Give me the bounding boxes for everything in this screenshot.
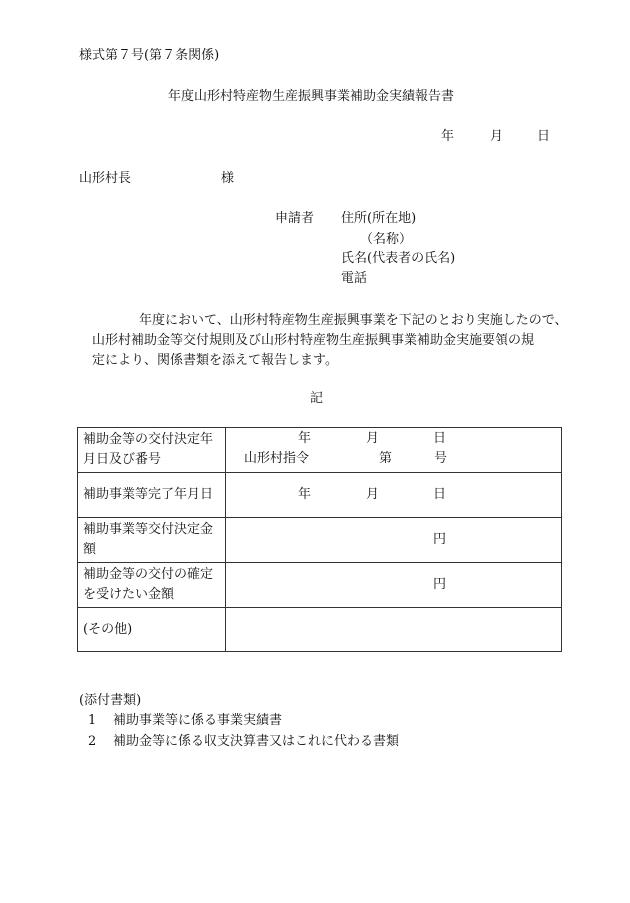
attachment-num-1: 1 xyxy=(88,713,97,728)
table-row-decision-amount xyxy=(78,518,562,563)
decision-amount-yen: 円 xyxy=(433,532,447,547)
row-label: (その他) xyxy=(78,608,226,652)
attachment-num-2: 2 xyxy=(88,734,97,749)
decision-go: 号 xyxy=(434,451,448,466)
details-table xyxy=(77,427,562,652)
applicant-phone: 電話 xyxy=(341,271,368,286)
row-value xyxy=(226,473,562,518)
date-month: 月 xyxy=(490,129,504,144)
row-label: 補助金等の交付の確定を受けたい金額 xyxy=(78,563,226,608)
applicant-label: 申請者 xyxy=(275,211,315,226)
decision-shiji: 山形村指令 xyxy=(244,451,310,466)
ki-heading: 記 xyxy=(310,391,324,406)
form-number: 様式第７号(第７条関係) xyxy=(79,48,220,63)
row-label: 補助金等の交付決定年月日及び番号 xyxy=(78,428,226,473)
table-row-other xyxy=(78,608,562,652)
attachment-text-2: 補助金等に係る収支決算書又はこれに代わる書類 xyxy=(113,734,400,749)
attachment-text-1: 補助事業等に係る事業実績書 xyxy=(113,713,283,728)
addressee-name: 山形村長 xyxy=(79,171,132,186)
date-day: 日 xyxy=(537,129,551,144)
decision-year: 年 xyxy=(298,431,312,446)
applicant-address: 住所(所在地) xyxy=(341,211,417,226)
row-value xyxy=(226,608,562,652)
attachments-heading: (添付書類) xyxy=(79,693,142,708)
row-label: 補助事業等完了年月日 xyxy=(78,473,226,518)
body-line-1: 年度において、山形村特産物生産振興事業を下記のとおり実施したので、 xyxy=(139,313,568,328)
table-row-requested-amount xyxy=(78,563,562,608)
decision-dai: 第 xyxy=(379,451,393,466)
row-label: 補助事業等交付決定金額 xyxy=(78,518,226,563)
completion-month: 月 xyxy=(366,487,380,502)
requested-amount-yen: 円 xyxy=(433,577,447,592)
decision-month: 月 xyxy=(366,431,380,446)
table-row-completion-date xyxy=(78,473,562,518)
body-line-3: 定により、関係書類を添えて報告します。 xyxy=(92,353,338,368)
completion-year: 年 xyxy=(298,487,312,502)
applicant-org-name: （名称） xyxy=(360,232,413,247)
addressee-honorific: 様 xyxy=(221,171,235,186)
decision-day: 日 xyxy=(433,431,447,446)
date-year: 年 xyxy=(441,129,455,144)
applicant-name: 氏名(代表者の氏名) xyxy=(341,251,456,266)
row-value xyxy=(226,518,562,563)
row-value xyxy=(226,428,562,473)
body-line-2: 山形村補助金等交付規則及び山形村特産物生産振興事業補助金実施要領の規 xyxy=(92,333,535,348)
row-value xyxy=(226,563,562,608)
document-title: 年度山形村特産物生産振興事業補助金実績報告書 xyxy=(168,89,455,104)
table-row-decision-date xyxy=(78,428,562,473)
completion-day: 日 xyxy=(433,487,447,502)
